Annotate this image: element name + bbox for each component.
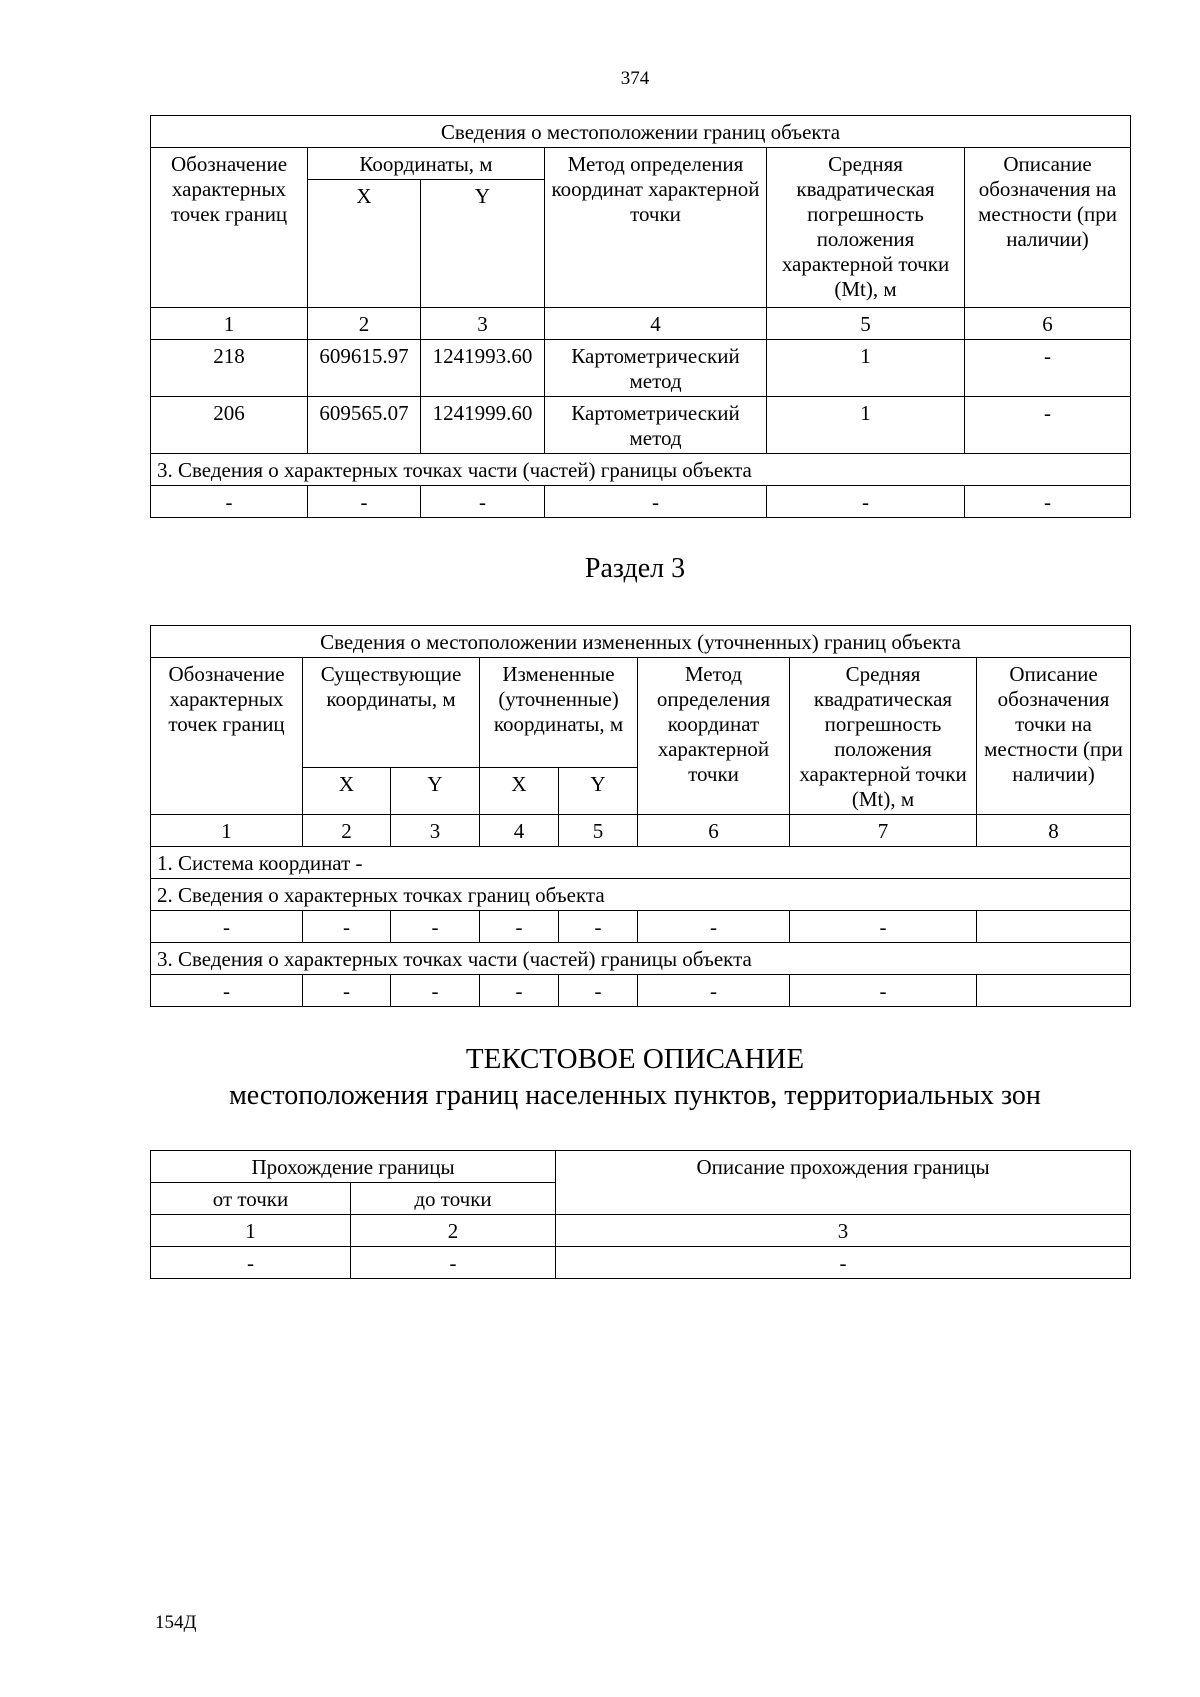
- column-numbers-row: [151, 1215, 1131, 1247]
- section-label: 2. Сведения о характерных точках границ объекта: [151, 879, 1131, 911]
- method-cell: Картометрический метод: [545, 397, 767, 454]
- x-cell: 609565.07: [308, 397, 421, 454]
- table-row: [151, 911, 1131, 943]
- header-existing-coordinates: Существующие координаты, м: [303, 658, 480, 768]
- col-number: 5: [559, 815, 638, 847]
- description-cell: -: [965, 397, 1131, 454]
- dash-cell: -: [151, 911, 303, 943]
- method-cell: Картометрический метод: [545, 340, 767, 397]
- col-number: 7: [790, 815, 977, 847]
- column-numbers-row: [151, 308, 1131, 340]
- header-error: Средняя квадратическая погрешность положения характерной точки (Mt), м: [790, 658, 977, 815]
- header-x: X: [480, 768, 559, 815]
- error-cell: 1: [767, 397, 965, 454]
- dash-cell: -: [303, 975, 391, 1007]
- dash-cell: -: [638, 975, 790, 1007]
- x-cell: 609615.97: [308, 340, 421, 397]
- dash-cell: -: [391, 911, 480, 943]
- header-point-designation: Обозначение характерных точек границ: [151, 148, 308, 308]
- table-row: [151, 975, 1131, 1007]
- header-x: X: [303, 768, 391, 815]
- header-passage: Прохождение границы: [151, 1151, 556, 1183]
- col-number: 5: [767, 308, 965, 340]
- header-error: Средняя квадратическая погрешность положения характерной точки (Mt), м: [767, 148, 965, 308]
- table-row: [151, 340, 1131, 397]
- dash-cell: -: [391, 975, 480, 1007]
- col-number: 2: [308, 308, 421, 340]
- header-description: Описание обозначения точки на местности (при наличии): [977, 658, 1131, 815]
- dash-cell: -: [790, 975, 977, 1007]
- header-point-designation: Обозначение характерных точек границ: [151, 658, 303, 815]
- point-cell: 206: [151, 397, 308, 454]
- dash-cell: -: [351, 1247, 556, 1279]
- col-number: 3: [391, 815, 480, 847]
- dash-cell: -: [556, 1247, 1131, 1279]
- col-number: 6: [965, 308, 1131, 340]
- boundary-passage-table: [150, 1150, 1131, 1279]
- header-x: X: [308, 180, 421, 308]
- section-label: 3. Сведения о характерных точках части (частей) границы объекта: [151, 943, 1131, 975]
- header-description: Описание обозначения на местности (при наличии): [965, 148, 1131, 308]
- y-cell: 1241993.60: [421, 340, 545, 397]
- page-number: 374: [620, 68, 650, 89]
- dash-cell: -: [767, 486, 965, 518]
- dash-cell: -: [965, 486, 1131, 518]
- col-number: 1: [151, 815, 303, 847]
- dash-cell: -: [790, 911, 977, 943]
- dash-cell: -: [151, 1247, 351, 1279]
- header-to-point: до точки: [351, 1183, 556, 1215]
- header-y: Y: [559, 768, 638, 815]
- table-row: [151, 1247, 1131, 1279]
- col-number: 8: [977, 815, 1131, 847]
- section-label: 3. Сведения о характерных точках части (частей) границы объекта: [151, 454, 1131, 486]
- dash-cell: [977, 911, 1131, 943]
- col-number: 2: [351, 1215, 556, 1247]
- header-y: Y: [391, 768, 480, 815]
- table-title: Сведения о местоположении измененных (уточненных) границ объекта: [151, 626, 1131, 658]
- header-y: Y: [421, 180, 545, 308]
- col-number: 3: [421, 308, 545, 340]
- dash-cell: -: [421, 486, 545, 518]
- header-changed-coordinates: Измененные (уточненные) координаты, м: [480, 658, 638, 768]
- col-number: 1: [151, 308, 308, 340]
- col-number: 6: [638, 815, 790, 847]
- changed-boundaries-table: [150, 625, 1131, 1007]
- header-passage-description: Описание прохождения границы: [556, 1151, 1131, 1215]
- dash-cell: [977, 975, 1131, 1007]
- header-coordinates: Координаты, м: [308, 148, 545, 180]
- dash-cell: -: [480, 975, 559, 1007]
- table-row: [151, 397, 1131, 454]
- section-title: Раздел 3: [584, 553, 686, 584]
- description-cell: -: [965, 340, 1131, 397]
- header-method: Метод определения координат характерной точки: [638, 658, 790, 815]
- error-cell: 1: [767, 340, 965, 397]
- dash-cell: -: [559, 975, 638, 1007]
- dash-cell: -: [308, 486, 421, 518]
- y-cell: 1241999.60: [421, 397, 545, 454]
- dash-cell: -: [303, 911, 391, 943]
- dash-cell: -: [151, 975, 303, 1007]
- boundary-location-table: [150, 115, 1131, 518]
- col-number: 4: [545, 308, 767, 340]
- text-description-title: ТЕКСТОВОЕ ОПИСАНИЕ: [465, 1043, 805, 1075]
- coordinate-system-label: 1. Система координат -: [151, 847, 1131, 879]
- col-number: 2: [303, 815, 391, 847]
- column-numbers-row: [151, 815, 1131, 847]
- dash-cell: -: [151, 486, 308, 518]
- col-number: 4: [480, 815, 559, 847]
- table-title: Сведения о местоположении границ объекта: [151, 116, 1131, 148]
- table-row: [151, 486, 1131, 518]
- header-from-point: от точки: [151, 1183, 351, 1215]
- footer-code: 154Д: [155, 1612, 197, 1633]
- dash-cell: -: [480, 911, 559, 943]
- dash-cell: -: [559, 911, 638, 943]
- dash-cell: -: [545, 486, 767, 518]
- header-method: Метод определения координат характерной точки: [545, 148, 767, 308]
- text-description-subtitle: местоположения границ населенных пунктов, территориальных зон: [229, 1080, 1041, 1111]
- col-number: 1: [151, 1215, 351, 1247]
- dash-cell: -: [638, 911, 790, 943]
- col-number: 3: [556, 1215, 1131, 1247]
- point-cell: 218: [151, 340, 308, 397]
